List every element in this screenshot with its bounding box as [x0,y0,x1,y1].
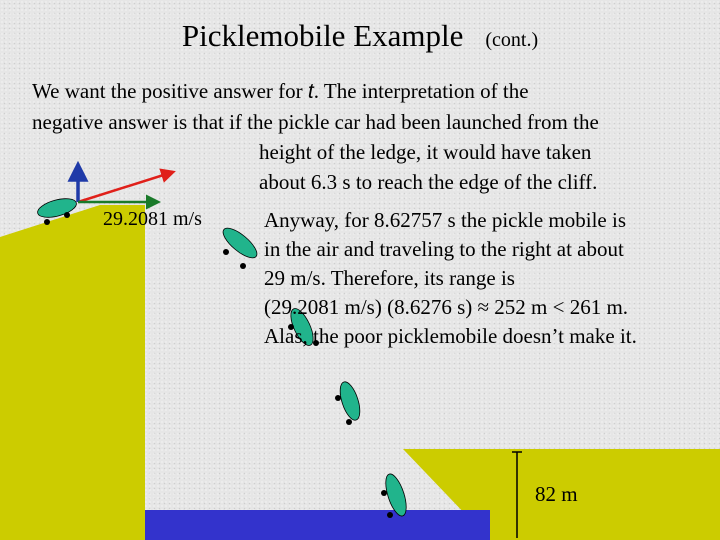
title-text: Picklemobile Example [181,18,464,53]
paragraph1-line1 [32,76,599,107]
paragraph2-line5: Alas, the poor picklemobile doesn’t make it. [264,324,637,348]
picklemobile-flight-3 [335,380,364,425]
paragraph1-line4: about 6.3 s to reach the edge of the cliff. [259,170,598,194]
paragraph1-line1-end: . The interpretation of the [313,79,529,103]
range-paragraph [264,206,637,351]
paragraph1-line1-start: We want the positive answer for [32,79,308,103]
title-suffix: (cont.) [485,29,539,51]
paragraph1-line2: negative answer is that if the pickle car had been launched from the [32,110,599,134]
cliff-height-label: 82 m [535,482,578,506]
paragraph2-line4: (29.2081 m/s) (8.6276 s) ≈ 252 m < 261 m. [264,295,629,319]
interpretation-paragraph [32,76,599,197]
paragraph2-line3: 29 m/s. Therefore, its range is [264,266,515,290]
paragraph2-line1: Anyway, for 8.62757 s the pickle mobile is [264,208,626,232]
slide-title [0,18,720,54]
paragraph1-line3: height of the ledge, it would have taken [259,140,592,164]
launch-ledge [0,205,145,540]
velocity-label: 29.2081 m/s [103,208,202,230]
paragraph2-line2: in the air and traveling to the right at about [264,237,624,261]
time-variable: t [307,80,314,103]
picklemobile-flight-1 [219,223,261,269]
water [145,510,490,540]
